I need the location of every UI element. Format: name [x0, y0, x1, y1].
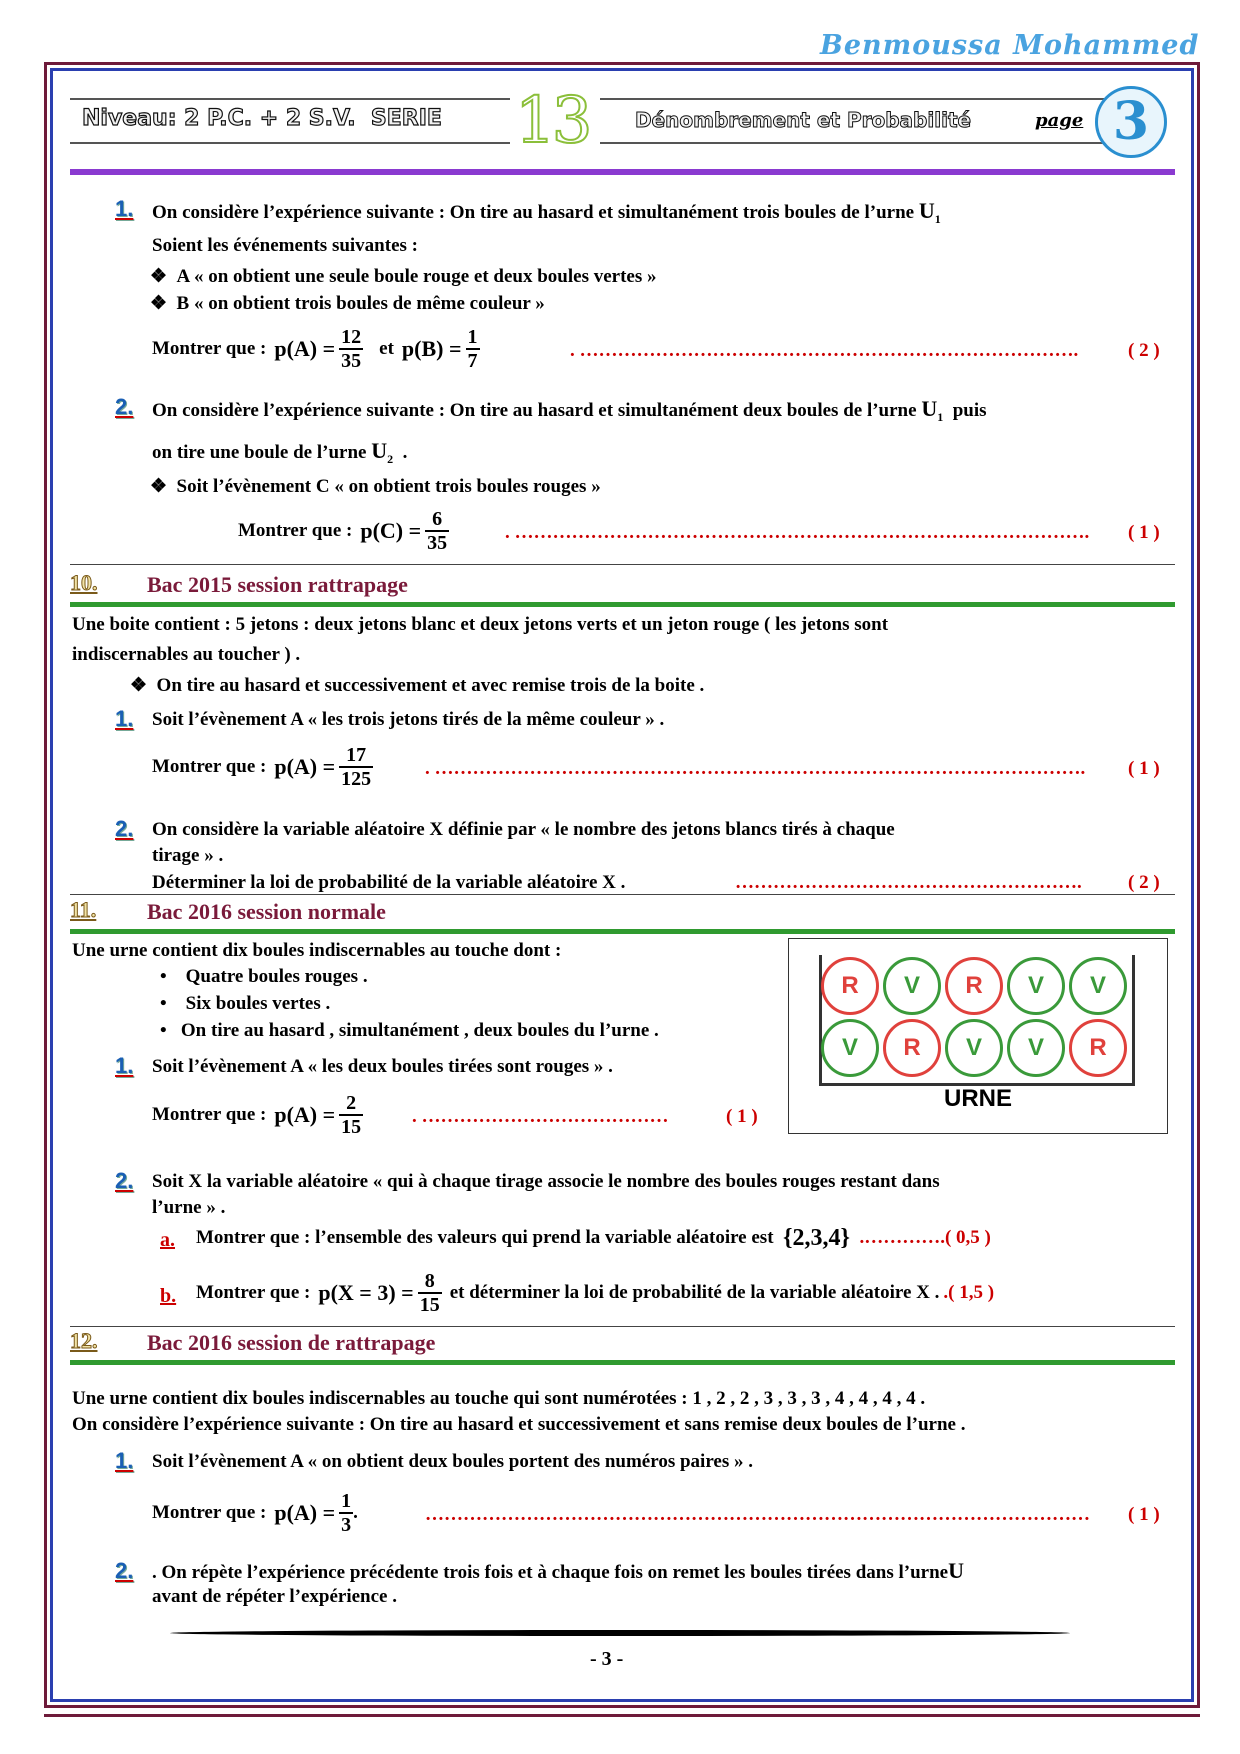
exercise-title: Bac 2016 session normale	[147, 899, 386, 924]
question-text: avant de répéter l’expérience .	[152, 1586, 397, 1607]
question-text: On considère la variable aléatoire X définie par « le nombre des jetons blancs tirés à chaque	[152, 819, 895, 840]
formula-row: Montrer que : p(A) = $\frac{12}{35}$ et p(B) = $\frac{1}{7}$	[152, 326, 478, 372]
fraction: $\frac{1}{7}$	[467, 326, 478, 372]
header-rule-bottom-left	[70, 142, 510, 144]
points-badge: ( 1 )	[1128, 1504, 1160, 1525]
exercise-number: 12.	[70, 1328, 98, 1353]
points-badge: ( 1 )	[1128, 522, 1160, 543]
section-divider	[70, 602, 1175, 607]
urn-figure	[788, 938, 1168, 1134]
fraction: $\frac{1}{3}$	[341, 1490, 352, 1536]
formula-row: Montrer que : p(A) = $\frac{17}{125}$	[152, 744, 372, 790]
dots-leader: . …………………………………	[412, 1106, 669, 1127]
points-badge: ( 2 )	[1128, 340, 1160, 361]
question-number: 2.	[115, 394, 134, 419]
paragraph: On considère l’expérience suivante : On tire au hasard et successivement et sans remise deux boules de l’urne .	[72, 1414, 966, 1435]
urn-ball: V	[1007, 1019, 1065, 1077]
page-badge: 3	[1095, 86, 1167, 158]
question-text: On considère l’expérience suivante : On tire au hasard et simultanément deux boules de l’urne $U_1$ puis	[152, 396, 987, 424]
event-c: ❖ Soit l’évènement C « on obtient trois boules rouges »	[150, 476, 601, 497]
fraction: $\frac{8}{15}$	[419, 1270, 440, 1316]
urn-ball: V	[1069, 957, 1127, 1015]
fraction: $\frac{17}{125}$	[341, 744, 372, 790]
urn-ball: R	[883, 1019, 941, 1077]
question-text: Soit l’évènement A « les trois jetons tirés de la même couleur » .	[152, 709, 665, 730]
paragraph: Une urne contient dix boules indiscernables au touche qui sont numérotées : 1 , 2 , 2 , 3 , 3 , 3 , 4 , 4 , 4 , 4 .	[72, 1388, 926, 1409]
formula-row: Montrer que : p(C) = $\frac{6}{35}$	[238, 508, 448, 554]
event-a: ❖ A « on obtient une seule boule rouge et deux boules vertes »	[150, 266, 657, 287]
section-divider	[70, 1360, 1175, 1365]
points-badge: ( 1 )	[1128, 758, 1160, 779]
dots-leader: . ………………………………………………………………………………………….	[425, 758, 1086, 779]
question-number: 1.	[115, 196, 134, 221]
exercise-title: Bac 2016 session de rattrapage	[147, 1330, 436, 1355]
fraction: $\frac{2}{15}$	[341, 1092, 362, 1138]
section-divider	[70, 929, 1175, 934]
dots-leader: . ……………………………………………………………………………….	[505, 522, 1090, 543]
paragraph: Une boite contient : 5 jetons : deux jetons blanc et deux jetons verts et un jeton rouge ( les jetons sont	[72, 614, 889, 635]
question-text: Soit l’évènement A « on obtient deux boules portent des numéros paires » .	[152, 1451, 753, 1472]
section-rule	[70, 564, 1175, 565]
dots-leader: . …………………………………………………………………….	[570, 340, 1079, 361]
events-intro: Soient les événements suivantes :	[152, 235, 418, 256]
question-text: On considère l’expérience suivante : On tire au hasard et simultanément trois boules de l’urne $U_1$	[152, 198, 941, 226]
page-label: page	[1035, 110, 1084, 131]
fraction: $\frac{6}{35}$	[427, 508, 448, 554]
urn-ball: R	[945, 957, 1003, 1015]
event-b: ❖ B « on obtient trois boules de même couleur »	[150, 293, 545, 314]
footer-rule	[170, 1630, 1070, 1636]
exercise-title: Bac 2015 session rattrapage	[147, 572, 408, 597]
urn-ball: V	[1007, 957, 1065, 1015]
question-number: 2.	[115, 1558, 134, 1583]
list-item: • Quatre boules rouges .	[160, 966, 368, 987]
paragraph: indiscernables au toucher ) .	[72, 644, 301, 665]
urn-ball: V	[883, 957, 941, 1015]
question-text: Soit l’évènement A « les deux boules tirées sont rouges » .	[152, 1056, 613, 1077]
header-bar	[70, 84, 1180, 158]
fraction: $\frac{12}{35}$	[341, 326, 362, 372]
subquestion-text: Montrer que : p(X = 3) = $\frac{8}{15}$ et déterminer la loi de probabilité de la variable aléatoire X . .( 1,5 )	[196, 1270, 995, 1316]
question-text: Soit X la variable aléatoire « qui à chaque tirage associe le nombre des boules rouges restant dans	[152, 1171, 940, 1192]
exercise-number: 10.	[70, 570, 98, 595]
urn-ball: V	[821, 1019, 879, 1077]
footer-page-number: - 3 -	[590, 1648, 624, 1670]
serie-number: 13	[515, 84, 589, 158]
question-number: 1.	[115, 1448, 134, 1473]
question-number: 1.	[115, 1053, 134, 1078]
question-text: Déterminer la loi de probabilité de la variable aléatoire X .	[152, 872, 626, 893]
list-item: • On tire au hasard , simultanément , deux boules du l’urne .	[160, 1020, 659, 1041]
urn-label: URNE	[944, 1085, 1013, 1112]
header-rule-top-right	[600, 98, 1120, 100]
niveau-label: Niveau: 2 P.C. + 2 S.V. SERIE	[82, 106, 442, 131]
paragraph: Une urne contient dix boules indiscernables au touche dont :	[72, 940, 562, 961]
section-rule	[70, 894, 1175, 895]
question-number: 2.	[115, 816, 134, 841]
question-number: 1.	[115, 706, 134, 731]
urn-ball: R	[821, 957, 879, 1015]
urn-ball: R	[1069, 1019, 1127, 1077]
urn-ball: V	[945, 1019, 1003, 1077]
section-rule	[70, 1326, 1175, 1327]
list-item: ❖ On tire au hasard et successivement et avec remise trois de la boite .	[130, 675, 705, 696]
page-frame-bottom-rule	[44, 1714, 1200, 1717]
question-text: on tire une boule de l’urne $U_2$ .	[152, 438, 408, 466]
formula-row: Montrer que : p(A) = $\frac{2}{15}$	[152, 1092, 362, 1138]
author-name: Benmoussa Mohammed	[820, 30, 1200, 61]
list-item: • Six boules vertes .	[160, 993, 331, 1014]
header-rule-top-left	[70, 98, 510, 100]
topic-title: Dénombrement et Probabilité	[635, 108, 972, 132]
dots-leader: ……………………………………………………………………………………………	[425, 1504, 1090, 1525]
formula-row: Montrer que : p(A) = $\frac{1}{3}$ .	[152, 1490, 358, 1536]
question-text: tirage » .	[152, 845, 224, 866]
dots-leader: ……………………………………………….	[735, 872, 1082, 893]
question-number: 2.	[115, 1168, 134, 1193]
points-badge: ( 2 )	[1128, 872, 1160, 893]
subquestion-label: a.	[160, 1229, 175, 1251]
header-rule-bottom-right	[600, 142, 1120, 144]
subquestion-text: Montrer que : l’ensemble des valeurs qui prend la variable aléatoire est {2,3,4} .………….( 0,5 )	[196, 1224, 991, 1251]
question-text: . On répète l’expérience précédente trois fois et à chaque fois on remet les boules tirées dans l’urneU	[152, 1558, 964, 1583]
subquestion-label: b.	[160, 1285, 177, 1307]
question-text: l’urne » .	[152, 1197, 226, 1218]
points-badge: ( 1 )	[726, 1106, 758, 1127]
exercise-number: 11.	[70, 897, 97, 922]
header-divider	[70, 169, 1175, 175]
